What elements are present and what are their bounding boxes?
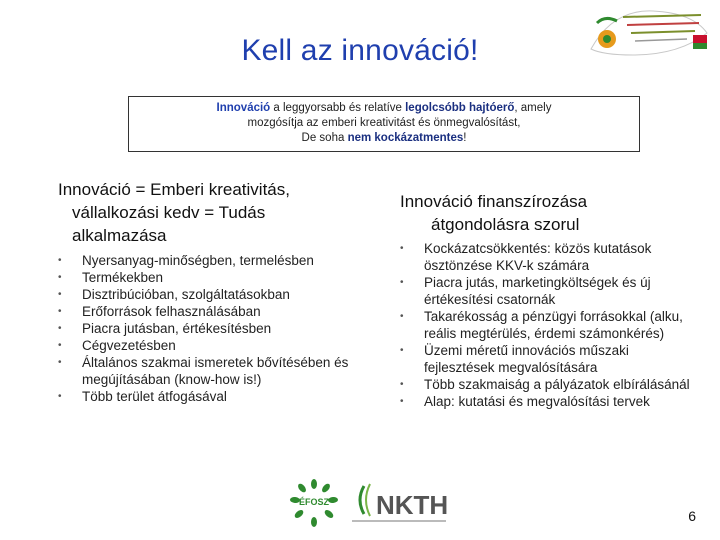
list-item: • Általános szakmai ismeretek bővítésében és megújításában (know-how is!) <box>58 355 349 387</box>
bullet-icon: • <box>400 379 404 390</box>
bullet-icon: • <box>58 306 62 317</box>
bullet-icon: • <box>58 340 62 351</box>
page-number: 6 <box>688 508 696 524</box>
list-item: • Termékekben <box>58 270 164 285</box>
bullet-icon: • <box>400 396 404 407</box>
nkth-logo-text: NKTH <box>376 490 449 520</box>
bullet-icon: • <box>58 289 62 300</box>
definition-box <box>128 96 640 152</box>
list-item: • Több terület átfogásával <box>58 389 227 404</box>
definition-text-2: , amely <box>514 102 552 114</box>
left-heading-line-2: vállalkozási kedv = Tudás <box>72 203 266 222</box>
definition-line-2: mozgósítja az emberi kreativitást és önmegvalósítást, <box>247 117 521 129</box>
efosz-logo <box>286 478 342 528</box>
definition-highlight-1: legolcsóbb hajtóerő <box>405 102 515 114</box>
definition-highlight-2: nem kockázatmentes <box>347 132 464 144</box>
efosz-logo-text: ÉFOSZ <box>298 497 330 507</box>
bullet-icon: • <box>58 255 62 266</box>
list-item: • Cégvezetésben <box>58 338 176 353</box>
slide-title: Kell az innováció! <box>241 34 479 67</box>
right-bullet-list <box>400 240 690 410</box>
bullet-icon: • <box>400 311 404 322</box>
bullet-icon: • <box>58 357 62 368</box>
definition-text-4: ! <box>463 132 467 144</box>
right-column-heading <box>400 190 700 236</box>
list-item: • Több szakmaiság a pályázatok elbírálásánál <box>400 377 690 392</box>
right-heading-line-2: átgondolásra szorul <box>431 215 580 234</box>
bullet-icon: • <box>400 243 404 254</box>
left-heading-line-1: Innováció = Emberi kreativitás, <box>58 180 290 199</box>
list-item: • Nyersanyag-minőségben, termelésben <box>58 253 314 268</box>
right-heading-line-1: Innováció finanszírozása <box>400 192 588 211</box>
left-heading-line-3: alkalmazása <box>72 226 167 245</box>
list-item: • Alap: kutatási és megvalósítási tervek <box>400 394 650 409</box>
definition-text-3: De soha <box>301 132 348 144</box>
bullet-icon: • <box>58 272 62 283</box>
list-item: • Kockázatcsökkentés: közös kutatások ösztönzése KKV-k számára <box>400 241 652 273</box>
bullet-icon: • <box>400 277 404 288</box>
bullet-icon: • <box>58 323 62 334</box>
list-item: • Erőforrások felhasználásában <box>58 304 261 319</box>
list-item: • Disztribúcióban, szolgáltatásokban <box>58 287 290 302</box>
bullet-icon: • <box>400 345 404 356</box>
list-item: • Takarékosság a pénzügyi forrásokkal (alku, reális megtérülés, érdemi számonkérés) <box>400 309 683 341</box>
bullet-icon: • <box>58 391 62 402</box>
program-logo <box>583 5 713 59</box>
list-item: • Üzemi méretű innovációs műszaki fejlesztések megvalósítására <box>400 343 629 375</box>
definition-term: Innováció <box>216 102 271 114</box>
nkth-logo <box>352 478 452 530</box>
list-item: • Piacra jutásban, értékesítésben <box>58 321 272 336</box>
left-bullet-list <box>58 252 378 405</box>
list-item: • Piacra jutás, marketingköltségek és új értékesítési csatornák <box>400 275 651 307</box>
definition-text-1: a leggyorsabb és relatíve <box>270 102 406 114</box>
left-column-heading <box>58 178 378 247</box>
